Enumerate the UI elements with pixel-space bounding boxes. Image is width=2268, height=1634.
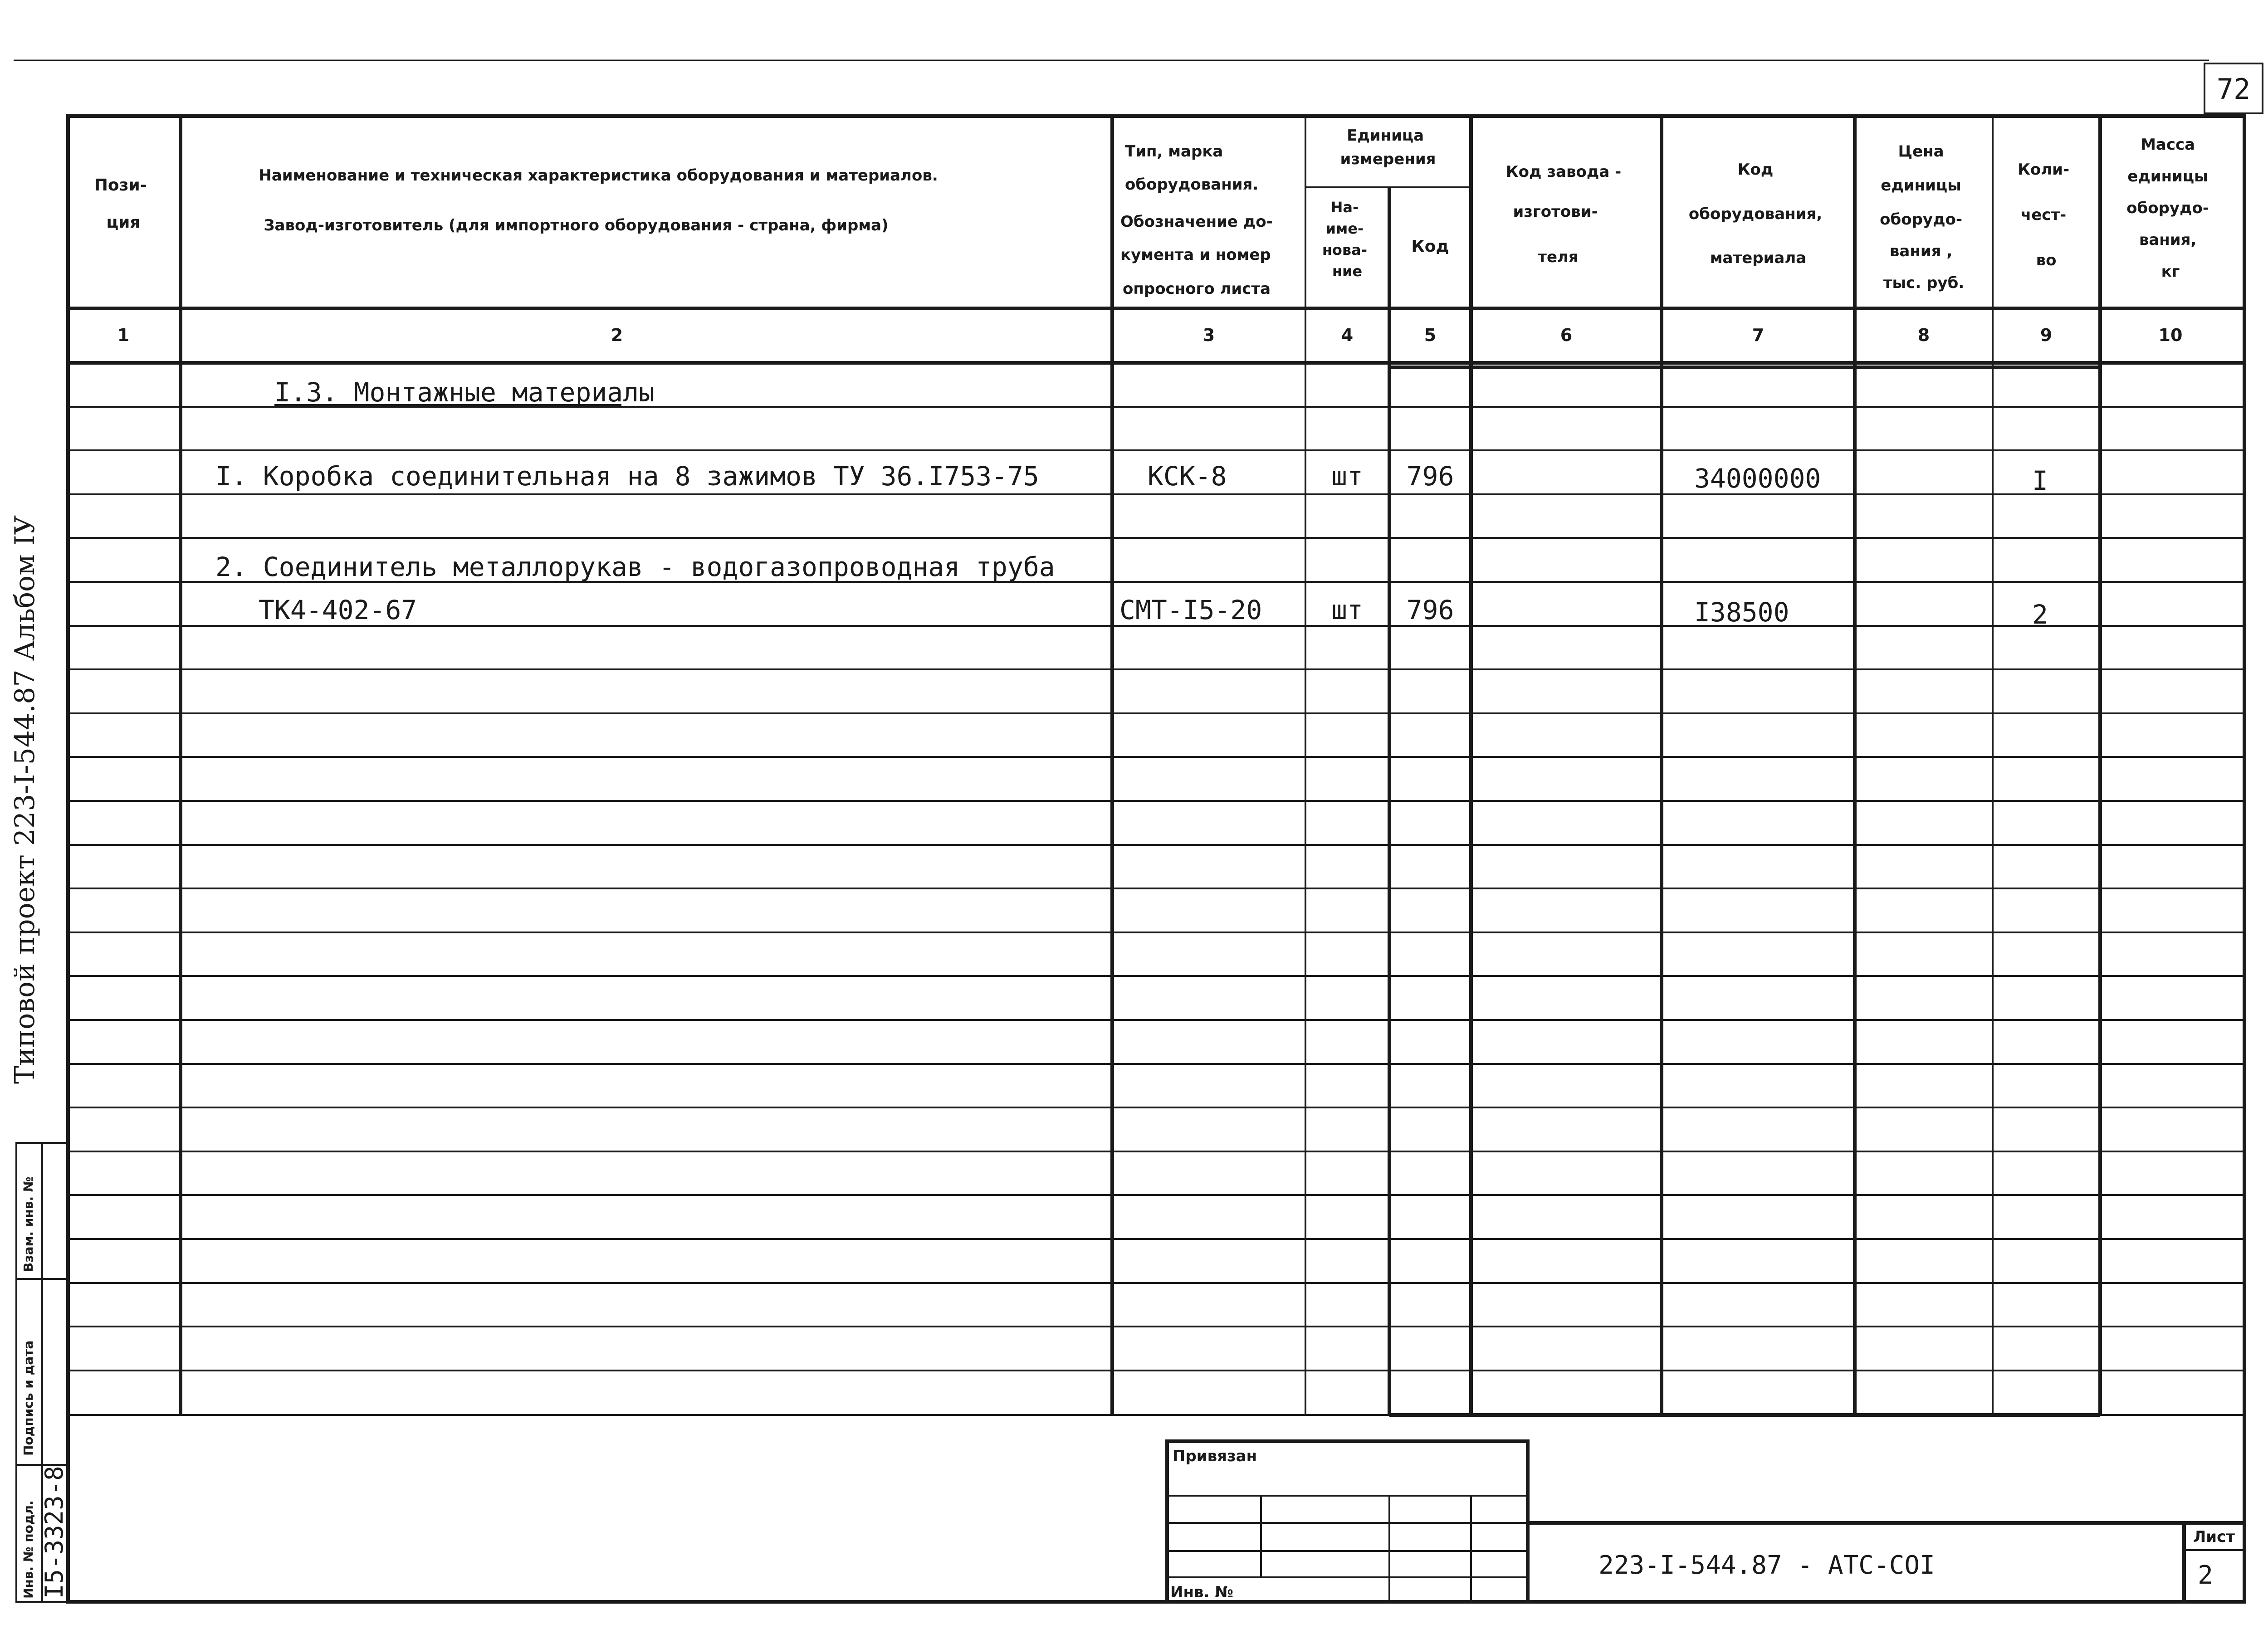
table-grid (68, 116, 2244, 1415)
stamp-sign-label: Подпись и дата (21, 1340, 36, 1456)
section-title: I.3. Монтажные материалы (274, 377, 655, 408)
item-name: I. Коробка соединительная на 8 зажимов ТУ 36.I753-75 (215, 461, 1039, 492)
list-number: 2 (2198, 1561, 2213, 1590)
table-row (215, 461, 2048, 496)
table-body (215, 377, 2048, 630)
header-col5: Код (1411, 237, 1449, 256)
col-number: 3 (1202, 325, 1215, 345)
item-type: КСК-8 (1148, 461, 1227, 492)
col-number: 9 (2040, 325, 2053, 345)
item-quantity: 2 (2032, 599, 2048, 630)
col-number: 1 (117, 325, 130, 345)
header-col2: Наименование и техническая характеристика оборудования и материалов. Завод-изготовитель (для импортного оборудования - страна, фирма) (259, 166, 938, 234)
table-row (215, 551, 2048, 630)
side-title: Типовой проект 223-I-544.87 Альбом IУ (9, 515, 41, 1084)
item-type: СМТ-I5-20 (1119, 595, 1262, 625)
left-stamp (16, 1143, 68, 1602)
header-col9: Коли- чест- во (2018, 161, 2070, 269)
inv-no-label: Инв. № (1170, 1583, 1234, 1601)
column-numbers-row (117, 325, 2183, 345)
item-name-continuation: ТК4-402-67 (259, 595, 417, 625)
col-number: 5 (1424, 325, 1437, 345)
item-unit-code: 796 (1406, 595, 1454, 625)
sheet-number-box (2204, 63, 2263, 113)
header-col8: Цена единицы оборудо- вания , тыс. руб. (1880, 142, 1965, 292)
document-designation: 223-I-544.87 - АТС-СОI (1598, 1551, 1935, 1580)
col-number: 2 (611, 325, 623, 345)
header-unit-group: Единица измерения (1340, 127, 1436, 168)
sheet-number: 72 (2216, 73, 2251, 106)
stamp-inv-label: Инв. № подл. (21, 1500, 36, 1599)
binding-stamp (1167, 1441, 1528, 1602)
header-col6: Код завода - изготови- теля (1505, 163, 1622, 266)
header-col10: Масса единицы оборудо- вания, кг (2126, 136, 2209, 281)
item-material-code: I38500 (1694, 597, 1789, 628)
col-number: 4 (1341, 325, 1354, 345)
header-col3: Тип, марка оборудования. Обозначение до- кумента и номер опросного листа (1120, 142, 1273, 298)
col-number: 10 (2158, 325, 2183, 345)
header-col1: Пози- ция (94, 176, 147, 232)
col-number: 7 (1752, 325, 1765, 345)
header-col4: На- име- нова- ние (1322, 199, 1368, 280)
item-name: 2. Соединитель металлорукав - водогазопроводная труба (215, 551, 1055, 582)
stamp-inv-value: I5-3323-8 (40, 1466, 68, 1599)
item-unit-code: 796 (1406, 461, 1454, 492)
col-number: 6 (1560, 325, 1573, 345)
item-quantity: I (2032, 465, 2048, 496)
stamp-vzam-label: Взам. инв. № (21, 1176, 36, 1272)
title-block (1528, 1523, 2244, 1602)
item-unit: шт (1331, 595, 1363, 625)
item-unit: шт (1331, 461, 1363, 492)
privyazan-label: Привязан (1173, 1447, 1257, 1465)
header-col7: Код оборудования, материала (1688, 161, 1823, 267)
table-header (94, 127, 2214, 298)
item-material-code: 34000000 (1694, 463, 1821, 494)
list-label: Лист (2193, 1528, 2235, 1546)
col-number: 8 (1917, 325, 1930, 345)
